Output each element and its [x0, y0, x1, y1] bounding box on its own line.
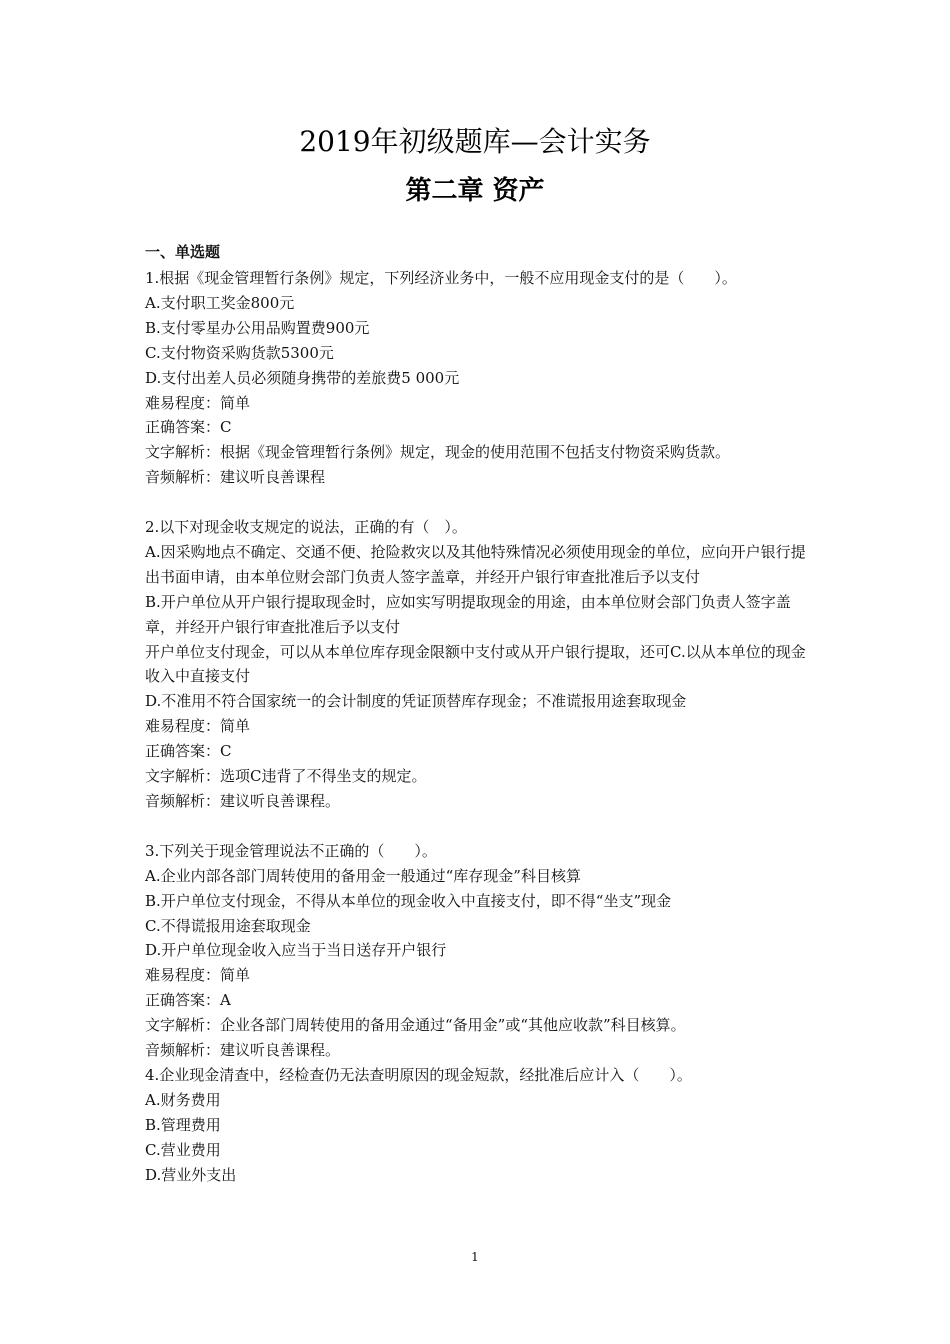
chapter-subtitle: 第二章 资产 [405, 176, 545, 206]
option-c: C.支付物资采购货款5300元 [145, 343, 334, 362]
correct-answer: 正确答案：A [145, 991, 231, 1010]
option-c: 开户单位支付现金，可以从本单位库存现金限额中支付或从开户银行提取，还可C.以从本单位的现金收入中直接支付 [145, 642, 806, 686]
question-stem: 4.企业现金清查中，经检查仍无法查明原因的现金短款，经批准后应计入（ ）。 [145, 1065, 692, 1084]
correct-answer: 正确答案：C [145, 418, 232, 437]
question-4 [145, 1063, 815, 1188]
document-title: 2019年初级题库—会计实务 [299, 125, 651, 158]
blank-line [145, 814, 815, 839]
option-a: A.因采购地点不确定、交通不便、抢险救灾以及其他特殊情况必须使用现金的单位，应向开户银行提出书面申请，由本单位财会部门负责人签字盖章，并经开户银行审查批准后予以支付 [145, 542, 806, 586]
blank-line [145, 490, 815, 515]
question-stem: 2.以下对现金收支规定的说法，正确的有（ ）。 [145, 518, 467, 537]
difficulty: 难易程度：简单 [145, 393, 251, 412]
option-b: B.开户单位从开户银行提取现金时，应如实写明提取现金的用途，由本单位财会部门负责人签字盖章，并经开户银行审查批准后予以支付 [145, 592, 791, 636]
option-a: A.支付职工奖金800元 [145, 293, 295, 312]
question-stem: 3.下列关于现金管理说法不正确的（ ）。 [145, 841, 437, 860]
question-stem: 1.根据《现金管理暂行条例》规定，下列经济业务中，一般不应用现金支付的是（ ）。 [145, 269, 737, 287]
option-d: D.支付出差人员必须随身携带的差旅费5 000元 [145, 368, 460, 387]
option-b: B.管理费用 [145, 1115, 221, 1134]
audio-analysis: 音频解析：建议听良善课程。 [145, 792, 341, 811]
question-2 [145, 515, 815, 814]
difficulty: 难易程度：简单 [145, 966, 251, 985]
option-d: D.不准用不符合国家统一的会计制度的凭证顶替库存现金；不准谎报用途套取现金 [145, 692, 687, 711]
option-b: B.支付零星办公用品购置费900元 [145, 318, 370, 337]
option-c: C.不得谎报用途套取现金 [145, 916, 311, 935]
option-b: B.开户单位支付现金，不得从本单位的现金收入中直接支付，即不得“坐支”现金 [145, 891, 672, 910]
section-heading: 一、单选题 [145, 243, 221, 261]
difficulty: 难易程度：简单 [145, 717, 251, 736]
option-d: D.营业外支出 [145, 1165, 237, 1184]
question-3 [145, 839, 815, 1063]
correct-answer: 正确答案：C [145, 742, 232, 761]
question-1 [145, 266, 815, 490]
audio-analysis: 音频解析：建议听良善课程。 [145, 1041, 341, 1060]
audio-analysis: 音频解析：建议听良善课程 [145, 468, 326, 487]
option-c: C.营业费用 [145, 1140, 221, 1159]
option-a: A.企业内部各部门周转使用的备用金一般通过“库存现金”科目核算 [145, 866, 581, 885]
text-analysis: 文字解析：企业各部门周转使用的备用金通过“备用金”或“其他应收款”科目核算。 [145, 1016, 686, 1035]
text-analysis: 文字解析：根据《现金管理暂行条例》规定，现金的使用范围不包括支付物资采购货款。 [145, 443, 731, 462]
option-d: D.开户单位现金收入应当于当日送存开户银行 [145, 941, 447, 960]
question-list [145, 266, 815, 1188]
option-a: A.财务费用 [145, 1090, 221, 1109]
text-analysis: 文字解析：选项C违背了不得坐支的规定。 [145, 767, 427, 786]
page-number: 1 [471, 1250, 479, 1264]
